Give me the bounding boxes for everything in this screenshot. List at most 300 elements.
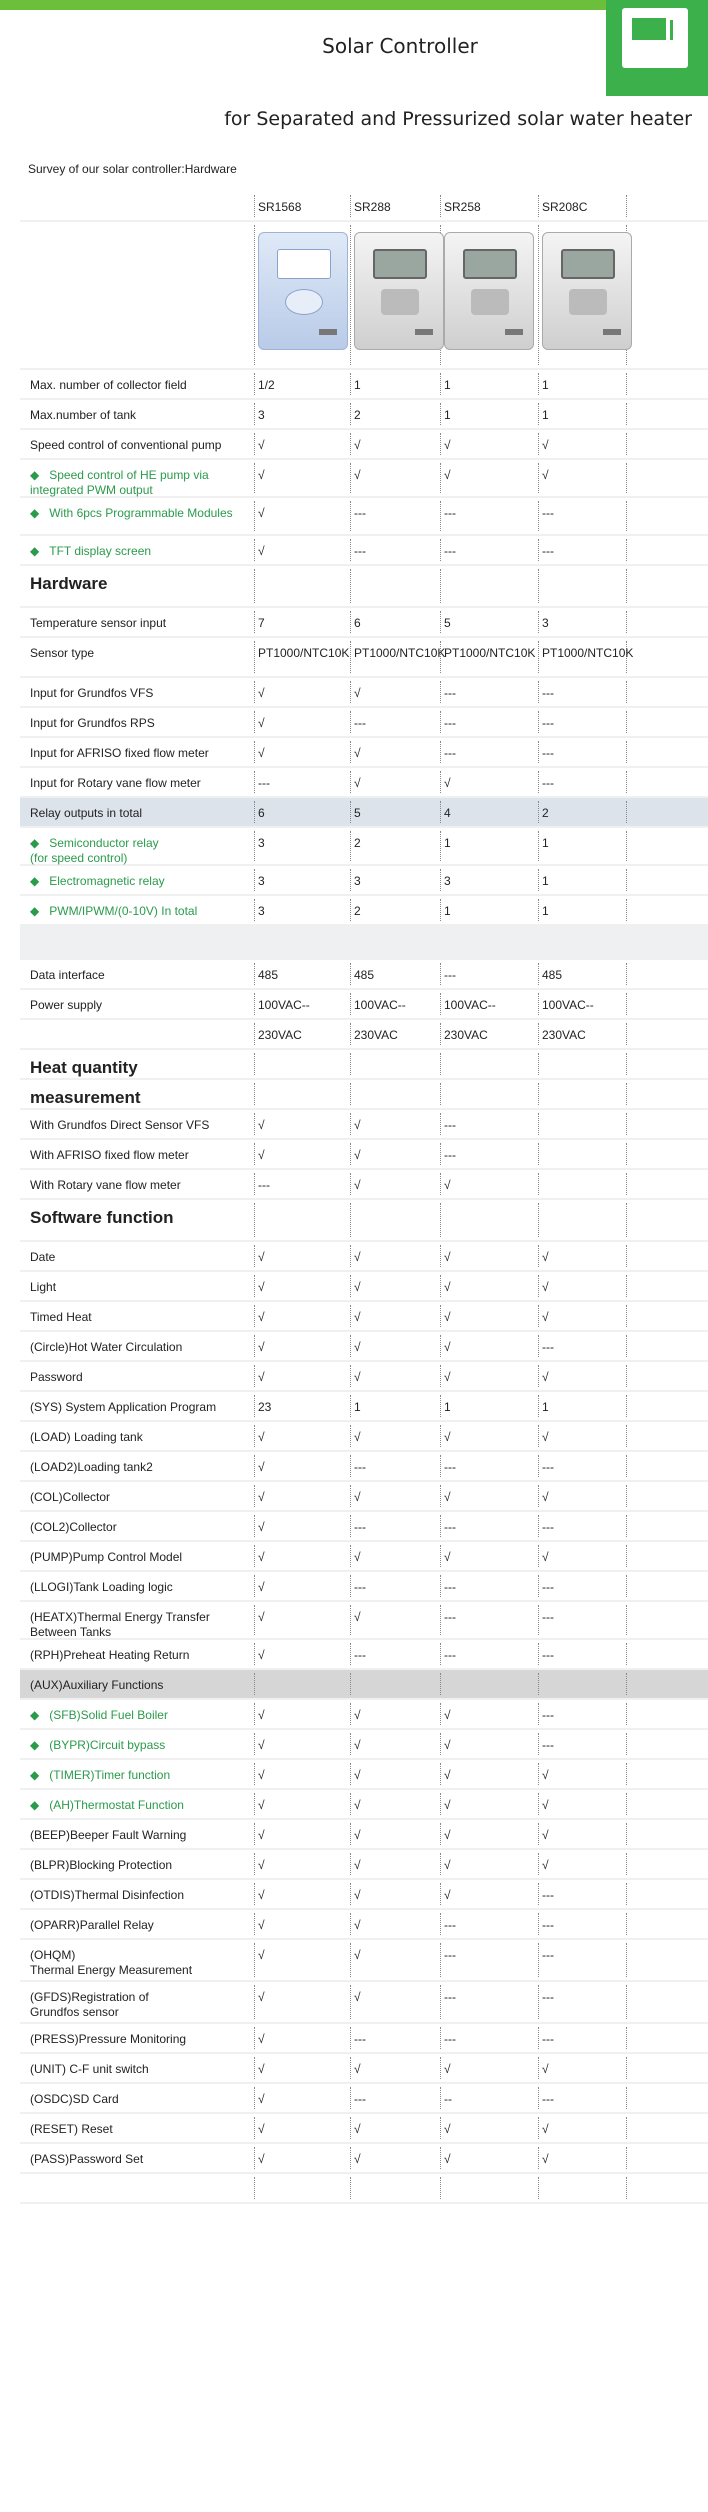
cell-value: √ bbox=[542, 468, 549, 482]
cell-value: --- bbox=[542, 1580, 554, 1594]
cell-value: √ bbox=[258, 1708, 265, 1722]
diamond-bullet-icon: ◆ bbox=[30, 1798, 40, 1812]
cell-value: 230VAC bbox=[258, 1028, 302, 1042]
cell-value: 5 bbox=[444, 616, 451, 630]
cell-value: √ bbox=[258, 1828, 265, 1842]
table-row bbox=[20, 460, 708, 498]
cell-value: √ bbox=[444, 438, 451, 452]
section-header-row bbox=[20, 1080, 708, 1110]
row-label: (BLPR)Blocking Protection bbox=[30, 1858, 173, 1872]
cell-value: √ bbox=[354, 1858, 361, 1872]
table-row bbox=[20, 1572, 708, 1602]
table-row bbox=[20, 1850, 708, 1880]
cell-value: PT1000/NTC10K bbox=[258, 646, 350, 660]
cell-value: √ bbox=[354, 1888, 361, 1902]
row-label: Input for Grundfos RPS bbox=[30, 716, 155, 730]
cell-value: 100VAC-- bbox=[444, 998, 496, 1012]
cell-value: √ bbox=[444, 1768, 451, 1782]
table-row bbox=[20, 1700, 708, 1730]
row-label: Max. number of collector field bbox=[30, 378, 187, 392]
table-row bbox=[20, 430, 708, 460]
cell-value: --- bbox=[542, 506, 554, 520]
cell-value: 1 bbox=[444, 378, 451, 392]
top-accent-bar bbox=[0, 0, 708, 10]
row-label: (HEATX)Thermal Energy Transfer Between Tanks bbox=[30, 1610, 210, 1639]
row-label: Timed Heat bbox=[30, 1310, 92, 1324]
table-row bbox=[20, 1640, 708, 1670]
cell-value: √ bbox=[542, 2152, 549, 2166]
cell-value: √ bbox=[258, 1340, 265, 1354]
row-label: ◆ Semiconductor relay (for speed control) bbox=[30, 836, 159, 865]
row-label: (PUMP)Pump Control Model bbox=[30, 1550, 183, 1564]
cell-value: √ bbox=[354, 1250, 361, 1264]
cell-value: √ bbox=[542, 1310, 549, 1324]
cell-value: √ bbox=[444, 1250, 451, 1264]
table-row bbox=[20, 738, 708, 768]
cell-value: √ bbox=[258, 1738, 265, 1752]
row-label: Data interface bbox=[30, 968, 105, 982]
cell-value: √ bbox=[444, 1738, 451, 1752]
cell-value: --- bbox=[354, 544, 366, 558]
cell-value: √ bbox=[444, 1310, 451, 1324]
row-label: ◆ Speed control of HE pump via integrated PWM output bbox=[30, 468, 209, 497]
cell-value: 3 bbox=[542, 616, 549, 630]
section-header-row bbox=[20, 1200, 708, 1242]
cell-value: √ bbox=[258, 1798, 265, 1812]
cell-value: √ bbox=[444, 1280, 451, 1294]
row-label: ◆ (TIMER)Timer function bbox=[30, 1768, 171, 1782]
row-label: (OPARR)Parallel Relay bbox=[30, 1918, 154, 1932]
table-row bbox=[20, 828, 708, 866]
cell-value: --- bbox=[354, 2032, 366, 2046]
table-row bbox=[20, 1602, 708, 1640]
cell-value: --- bbox=[542, 1520, 554, 1534]
cell-value: √ bbox=[354, 1610, 361, 1624]
row-label: (Circle)Hot Water Circulation bbox=[30, 1340, 183, 1354]
cell-value: √ bbox=[542, 2062, 549, 2076]
cell-value: --- bbox=[542, 1738, 554, 1752]
cell-value: √ bbox=[542, 1798, 549, 1812]
table-row bbox=[20, 1982, 708, 2024]
cell-value: --- bbox=[444, 1580, 456, 1594]
cell-value: 485 bbox=[354, 968, 375, 982]
cell-value: 485 bbox=[542, 968, 563, 982]
row-label: ◆ (AH)Thermostat Function bbox=[30, 1798, 184, 1812]
cell-value: 3 bbox=[354, 874, 361, 888]
row-label: Temperature sensor input bbox=[30, 616, 167, 630]
table-row bbox=[20, 678, 708, 708]
cell-value: 3 bbox=[258, 836, 265, 850]
cell-value: --- bbox=[354, 716, 366, 730]
cell-value: 100VAC-- bbox=[354, 998, 406, 1012]
cell-value: √ bbox=[258, 1948, 265, 1962]
row-label: Date bbox=[30, 1250, 56, 1264]
cell-value: √ bbox=[444, 1340, 451, 1354]
diamond-bullet-icon: ◆ bbox=[30, 506, 40, 520]
cell-value: --- bbox=[542, 1708, 554, 1722]
cell-value: √ bbox=[258, 438, 265, 452]
table-row bbox=[20, 1392, 708, 1422]
table-row bbox=[20, 896, 708, 926]
cell-value: √ bbox=[542, 1550, 549, 1564]
cell-value: √ bbox=[354, 1370, 361, 1384]
table-row bbox=[20, 1140, 708, 1170]
row-label: ◆ PWM/IPWM/(0-10V) In total bbox=[30, 904, 198, 918]
table-row bbox=[20, 1790, 708, 1820]
cell-value: --- bbox=[542, 1918, 554, 1932]
row-label: ◆ With 6pcs Programmable Modules bbox=[30, 506, 233, 520]
table-row bbox=[20, 638, 708, 678]
cell-value: 1 bbox=[444, 408, 451, 422]
cell-value: 3 bbox=[258, 408, 265, 422]
cell-value: √ bbox=[258, 1580, 265, 1594]
cell-value: 1 bbox=[444, 836, 451, 850]
cell-value: --- bbox=[444, 1520, 456, 1534]
table-row bbox=[20, 2024, 708, 2054]
cell-value: √ bbox=[444, 1370, 451, 1384]
row-label: (LLOGI)Tank Loading logic bbox=[30, 1580, 173, 1594]
cell-value: √ bbox=[258, 1490, 265, 1504]
cell-value: √ bbox=[444, 2122, 451, 2136]
cell-value: √ bbox=[258, 1370, 265, 1384]
cell-value: --- bbox=[258, 776, 270, 790]
cell-value: --- bbox=[444, 1460, 456, 1474]
table-row bbox=[20, 1332, 708, 1362]
cell-value: 1 bbox=[542, 408, 549, 422]
row-label: Software function bbox=[30, 1208, 174, 1227]
model-header-row bbox=[20, 192, 708, 222]
cell-value: √ bbox=[258, 2152, 265, 2166]
row-label: (BEEP)Beeper Fault Warning bbox=[30, 1828, 187, 1842]
cell-value: --- bbox=[354, 1520, 366, 1534]
cell-value: --- bbox=[444, 968, 456, 982]
diamond-bullet-icon: ◆ bbox=[30, 1768, 40, 1782]
cell-value: √ bbox=[444, 776, 451, 790]
row-label: (AUX)Auxiliary Functions bbox=[30, 1678, 164, 1692]
cell-value: √ bbox=[258, 2062, 265, 2076]
cell-value: √ bbox=[444, 2152, 451, 2166]
cell-value: √ bbox=[354, 1798, 361, 1812]
row-label: Light bbox=[30, 1280, 57, 1294]
row-label: Sensor type bbox=[30, 646, 95, 660]
cell-value: √ bbox=[258, 1918, 265, 1932]
cell-value: √ bbox=[258, 1648, 265, 1662]
cell-value: √ bbox=[354, 1948, 361, 1962]
cell-value: √ bbox=[354, 1430, 361, 1444]
cell-value: 6 bbox=[354, 616, 361, 630]
sr258-product-image bbox=[444, 232, 534, 350]
cell-value: --- bbox=[354, 1648, 366, 1662]
row-label: Speed control of conventional pump bbox=[30, 438, 222, 452]
cell-value: √ bbox=[542, 438, 549, 452]
row-label: With Grundfos Direct Sensor VFS bbox=[30, 1118, 210, 1132]
table-row bbox=[20, 1170, 708, 1200]
section-header-row bbox=[20, 566, 708, 608]
cell-value: √ bbox=[354, 1340, 361, 1354]
cell-value: --- bbox=[354, 1460, 366, 1474]
cell-value: √ bbox=[354, 1280, 361, 1294]
cell-value: √ bbox=[258, 544, 265, 558]
cell-value: √ bbox=[444, 1430, 451, 1444]
row-label: Relay outputs in total bbox=[30, 806, 143, 820]
table-row bbox=[20, 1730, 708, 1760]
cell-value: √ bbox=[258, 2092, 265, 2106]
table-row bbox=[20, 798, 708, 828]
row-label: (COL)Collector bbox=[30, 1490, 111, 1504]
cell-value: √ bbox=[444, 1798, 451, 1812]
table-row bbox=[20, 1422, 708, 1452]
table-row bbox=[20, 1670, 708, 1700]
cell-value: √ bbox=[354, 1918, 361, 1932]
table-row bbox=[20, 1272, 708, 1302]
cell-value: √ bbox=[354, 746, 361, 760]
cell-value: --- bbox=[444, 1610, 456, 1624]
cell-value: 3 bbox=[444, 874, 451, 888]
row-label: Input for Grundfos VFS bbox=[30, 686, 154, 700]
cell-value: --- bbox=[444, 1118, 456, 1132]
cell-value: 485 bbox=[258, 968, 279, 982]
row-label: ◆ Electromagnetic relay bbox=[30, 874, 165, 888]
table-row bbox=[20, 2054, 708, 2084]
cell-value: 1 bbox=[542, 836, 549, 850]
cell-value: --- bbox=[542, 1610, 554, 1624]
row-label: measurement bbox=[30, 1088, 141, 1107]
cell-value: --- bbox=[542, 1948, 554, 1962]
comparison-table bbox=[20, 192, 708, 2204]
table-row bbox=[20, 608, 708, 638]
cell-value: 6 bbox=[258, 806, 265, 820]
cell-value: 23 bbox=[258, 1400, 272, 1414]
row-label: ◆ (SFB)Solid Fuel Boiler bbox=[30, 1708, 168, 1722]
cell-value: √ bbox=[542, 1490, 549, 1504]
model-name: SR1568 bbox=[258, 200, 302, 214]
table-row bbox=[20, 1820, 708, 1850]
diamond-bullet-icon: ◆ bbox=[30, 544, 40, 558]
row-label: Password bbox=[30, 1370, 83, 1384]
cell-value: √ bbox=[444, 1490, 451, 1504]
cell-value: √ bbox=[354, 1990, 361, 2004]
cell-value: √ bbox=[354, 1768, 361, 1782]
cell-value: 2 bbox=[354, 836, 361, 850]
table-row bbox=[20, 370, 708, 400]
cell-value: --- bbox=[354, 506, 366, 520]
table-row bbox=[20, 1760, 708, 1790]
cell-value: √ bbox=[354, 2152, 361, 2166]
table-row bbox=[20, 2174, 708, 2204]
row-label: Heat quantity bbox=[30, 1058, 138, 1077]
row-label: (LOAD2)Loading tank2 bbox=[30, 1460, 153, 1474]
cell-value: 2 bbox=[354, 904, 361, 918]
diamond-bullet-icon: ◆ bbox=[30, 468, 40, 482]
cell-value: 4 bbox=[444, 806, 451, 820]
cell-value: √ bbox=[354, 2122, 361, 2136]
diamond-bullet-icon: ◆ bbox=[30, 874, 40, 888]
cell-value: √ bbox=[444, 2062, 451, 2076]
cell-value: √ bbox=[354, 438, 361, 452]
table-row bbox=[20, 1542, 708, 1572]
table-row bbox=[20, 1242, 708, 1272]
cell-value: √ bbox=[444, 1178, 451, 1192]
row-label: (PRESS)Pressure Monitoring bbox=[30, 2032, 187, 2046]
cell-value: --- bbox=[542, 1888, 554, 1902]
cell-value: √ bbox=[354, 1178, 361, 1192]
row-label: Input for Rotary vane flow meter bbox=[30, 776, 201, 790]
table-row bbox=[20, 1940, 708, 1982]
cell-value: --- bbox=[354, 2092, 366, 2106]
cell-value: 100VAC-- bbox=[258, 998, 310, 1012]
cell-value: √ bbox=[258, 468, 265, 482]
table-row bbox=[20, 498, 708, 536]
row-label: Hardware bbox=[30, 574, 108, 593]
cell-value: √ bbox=[258, 1250, 265, 1264]
table-row bbox=[20, 1910, 708, 1940]
cell-value: √ bbox=[258, 1610, 265, 1624]
table-row bbox=[20, 1362, 708, 1392]
table-row bbox=[20, 1110, 708, 1140]
cell-value: 230VAC bbox=[354, 1028, 398, 1042]
table-row bbox=[20, 990, 708, 1020]
cell-value: √ bbox=[258, 2032, 265, 2046]
cell-value: --- bbox=[444, 506, 456, 520]
cell-value: --- bbox=[542, 716, 554, 730]
cell-value: √ bbox=[258, 716, 265, 730]
cell-value: 1 bbox=[354, 1400, 361, 1414]
cell-value: √ bbox=[354, 1118, 361, 1132]
cell-value: √ bbox=[354, 1738, 361, 1752]
cell-value: 1 bbox=[542, 1400, 549, 1414]
row-label: (GFDS)Registration of Grundfos sensor bbox=[30, 1990, 149, 2019]
cell-value: --- bbox=[444, 686, 456, 700]
diamond-bullet-icon: ◆ bbox=[30, 904, 40, 918]
cell-value: √ bbox=[354, 1828, 361, 1842]
cell-value: --- bbox=[542, 686, 554, 700]
cell-value: √ bbox=[258, 2122, 265, 2136]
cell-value: √ bbox=[354, 1490, 361, 1504]
cell-value: √ bbox=[542, 1250, 549, 1264]
row-label: Power supply bbox=[30, 998, 103, 1012]
sr208c-product-image bbox=[542, 232, 632, 350]
row-label: (OTDIS)Thermal Disinfection bbox=[30, 1888, 185, 1902]
cell-value: √ bbox=[542, 1430, 549, 1444]
cell-value: --- bbox=[444, 1648, 456, 1662]
model-name: SR288 bbox=[354, 200, 391, 214]
table-row bbox=[20, 1302, 708, 1332]
cell-value: √ bbox=[444, 1550, 451, 1564]
cell-value: √ bbox=[258, 506, 265, 520]
cell-value: PT1000/NTC10K bbox=[444, 646, 536, 660]
row-label: ◆ TFT display screen bbox=[30, 544, 152, 558]
row-label: (LOAD) Loading tank bbox=[30, 1430, 143, 1444]
table-row bbox=[20, 536, 708, 566]
cell-value: --- bbox=[542, 2092, 554, 2106]
model-name: SR258 bbox=[444, 200, 481, 214]
cell-value: --- bbox=[444, 2032, 456, 2046]
cell-value: √ bbox=[354, 1550, 361, 1564]
row-label: (COL2)Collector bbox=[30, 1520, 117, 1534]
cell-value: √ bbox=[258, 1990, 265, 2004]
cell-value: √ bbox=[444, 1888, 451, 1902]
cell-value: --- bbox=[444, 1990, 456, 2004]
cell-value: --- bbox=[444, 746, 456, 760]
row-label: With Rotary vane flow meter bbox=[30, 1178, 181, 1192]
product-image-row bbox=[20, 222, 708, 370]
cell-value: √ bbox=[258, 1858, 265, 1872]
diamond-bullet-icon: ◆ bbox=[30, 1738, 40, 1752]
page-title: Solar Controller bbox=[322, 34, 478, 58]
cell-value: 230VAC bbox=[542, 1028, 586, 1042]
cell-value: --- bbox=[542, 1460, 554, 1474]
cell-value: --- bbox=[444, 716, 456, 730]
row-label: (SYS) System Application Program bbox=[30, 1400, 217, 1414]
row-label: (UNIT) C-F unit switch bbox=[30, 2062, 149, 2076]
table-row bbox=[20, 1020, 708, 1050]
cell-value: --- bbox=[542, 776, 554, 790]
cell-value: -- bbox=[444, 2092, 452, 2106]
cell-value: 1 bbox=[444, 1400, 451, 1414]
cell-value: √ bbox=[354, 686, 361, 700]
cell-value: --- bbox=[444, 544, 456, 558]
cell-value: √ bbox=[258, 1118, 265, 1132]
cell-value: 1 bbox=[542, 904, 549, 918]
cell-value: √ bbox=[354, 468, 361, 482]
row-label: (OSDC)SD Card bbox=[30, 2092, 119, 2106]
cell-value: √ bbox=[542, 1370, 549, 1384]
cell-value: √ bbox=[258, 1550, 265, 1564]
cell-value: 7 bbox=[258, 616, 265, 630]
table-row bbox=[20, 866, 708, 896]
row-label: (PASS)Password Set bbox=[30, 2152, 144, 2166]
cell-value: --- bbox=[444, 1948, 456, 1962]
sr288-product-image bbox=[354, 232, 444, 350]
cell-value: --- bbox=[542, 1340, 554, 1354]
cell-value: √ bbox=[258, 1148, 265, 1162]
survey-heading: Survey of our solar controller:Hardware bbox=[28, 162, 237, 176]
cell-value: 3 bbox=[258, 904, 265, 918]
table-row bbox=[20, 2144, 708, 2174]
diamond-bullet-icon: ◆ bbox=[30, 1708, 40, 1722]
diamond-bullet-icon: ◆ bbox=[30, 836, 40, 850]
table-row bbox=[20, 1880, 708, 1910]
cell-value: --- bbox=[444, 1148, 456, 1162]
cell-value: --- bbox=[444, 1918, 456, 1932]
cell-value: 1 bbox=[542, 378, 549, 392]
cell-value: √ bbox=[354, 1148, 361, 1162]
cell-value: PT1000/NTC10K bbox=[542, 646, 634, 660]
cell-value: 2 bbox=[354, 408, 361, 422]
row-label: Max.number of tank bbox=[30, 408, 137, 422]
table-row bbox=[20, 1452, 708, 1482]
table-row bbox=[20, 2084, 708, 2114]
cell-value: √ bbox=[444, 1858, 451, 1872]
cell-value: PT1000/NTC10K bbox=[354, 646, 446, 660]
cell-value: --- bbox=[354, 1580, 366, 1594]
cell-value: --- bbox=[542, 2032, 554, 2046]
table-row bbox=[20, 2114, 708, 2144]
cell-value: √ bbox=[258, 1430, 265, 1444]
cell-value: 2 bbox=[542, 806, 549, 820]
cell-value: 1 bbox=[444, 904, 451, 918]
table-row bbox=[20, 708, 708, 738]
cell-value: --- bbox=[542, 1648, 554, 1662]
page-subtitle: for Separated and Pressurized solar water heater bbox=[224, 108, 692, 130]
cell-value: √ bbox=[354, 776, 361, 790]
cell-value: √ bbox=[542, 1280, 549, 1294]
cell-value: --- bbox=[542, 1990, 554, 2004]
cell-value: √ bbox=[444, 1708, 451, 1722]
table-row bbox=[20, 1512, 708, 1542]
cell-value: 230VAC bbox=[444, 1028, 488, 1042]
cell-value: √ bbox=[542, 2122, 549, 2136]
